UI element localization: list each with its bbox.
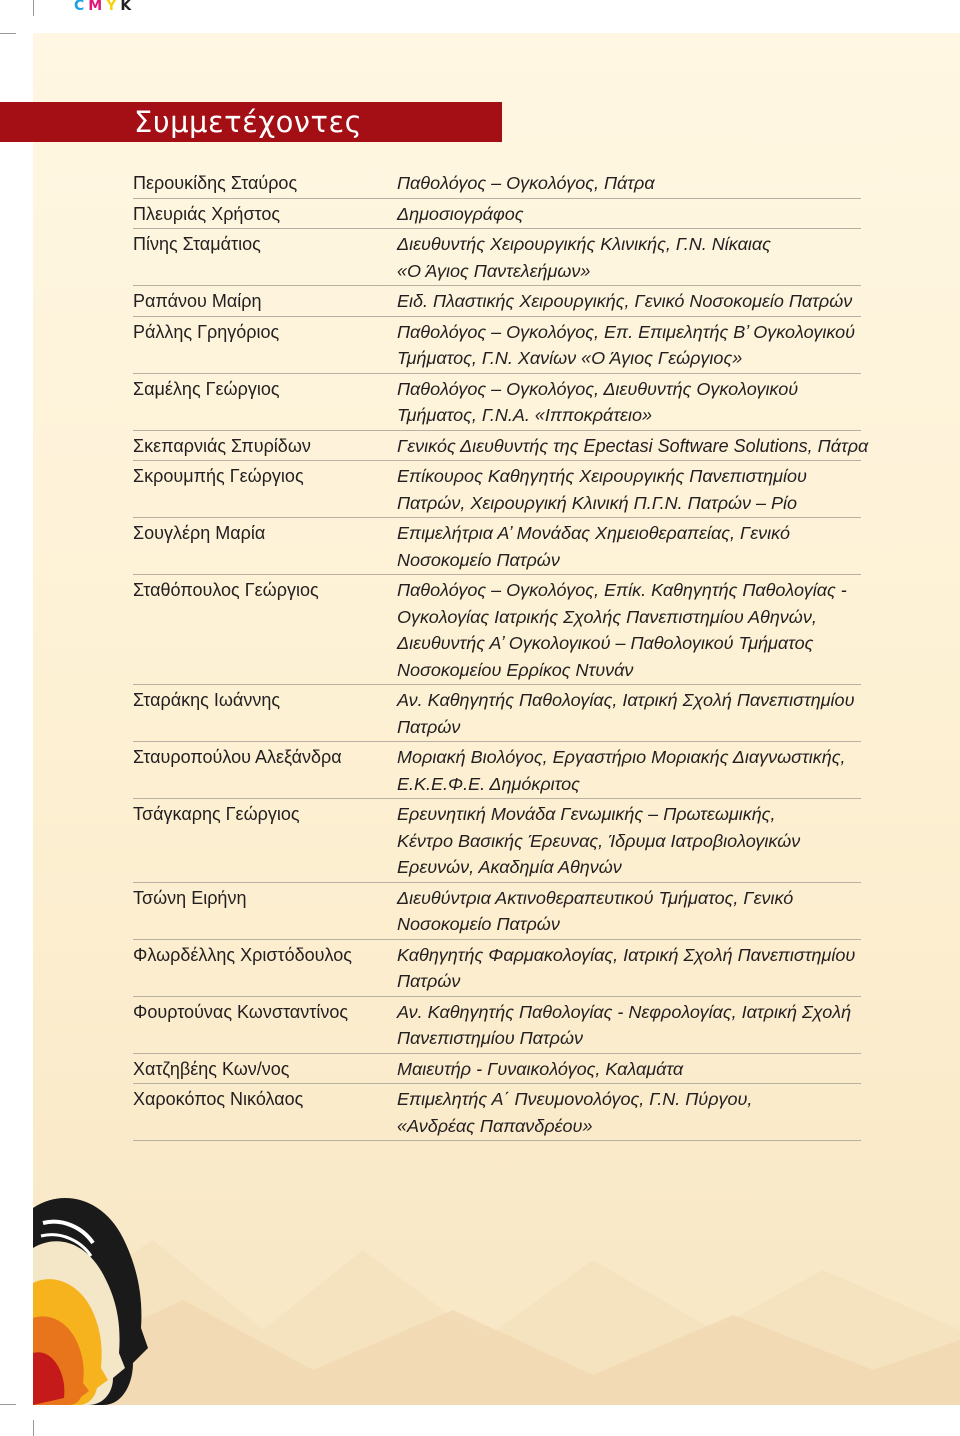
profile-heads-logo [33, 1188, 148, 1405]
affiliation-line: Πατρών, Χειρουργική Κλινική Π.Γ.Ν. Πατρών – Ρίο [397, 492, 798, 513]
affiliation-line: Επίκουρος Καθηγητής Χειρουργικής Πανεπιστημίου [397, 466, 807, 486]
participant-affiliation [397, 231, 861, 284]
affiliation-line: Πατρών [397, 971, 461, 991]
participant-name: Ραπάνου Μαίρη [133, 291, 262, 311]
participant-affiliation [397, 577, 861, 683]
affiliation-line: «Ανδρέας Παπανδρέου» [397, 1115, 593, 1136]
page-title: Συμμετέχοντες [134, 105, 363, 139]
participant-affiliation [397, 687, 861, 740]
participant-affiliation [397, 520, 861, 573]
crop-mark-left [0, 33, 16, 34]
cmyk-registration-mark: CMYK [74, 0, 136, 14]
participant-row [133, 883, 861, 940]
background-hills-decoration [33, 1180, 960, 1405]
affiliation-line: Καθηγητής Φαρμακολογίας, Ιατρική Σχολή Πανεπιστημίου [397, 944, 856, 965]
participant-affiliation [397, 1086, 861, 1139]
participant-row [133, 199, 861, 230]
affiliation-line: Ε.Κ.Ε.Φ.Ε. Δημόκριτος [397, 773, 580, 794]
participant-name: Περουκίδης Σταύρος [133, 173, 298, 193]
affiliation-line: Ερευνών, Ακαδημία Αθηνών [397, 857, 622, 877]
participant-name: Σουγλέρη Μαρία [133, 523, 266, 543]
participant-name: Σταράκης Ιωάννης [133, 690, 281, 710]
participant-row [133, 1084, 861, 1141]
participant-row [133, 799, 861, 883]
affiliation-line: Ειδ. Πλαστικής Χειρουργικής, Γενικό Νοσοκομείο Πατρών [397, 291, 853, 311]
participant-row [133, 742, 861, 799]
participant-affiliation [397, 744, 861, 797]
participant-name: Σταθόπουλος Γεώργιος [133, 580, 319, 600]
participants-list [133, 168, 869, 1141]
participant-name: Σαμέλης Γεώργιος [133, 378, 280, 399]
affiliation-line: Νοσοκομείο Πατρών [397, 914, 560, 934]
participant-row [133, 997, 861, 1054]
participant-name: Τσάγκαρης Γεώργιος [133, 804, 300, 824]
participant-row [133, 461, 861, 518]
participant-row [133, 286, 861, 317]
affiliation-line: Γενικός Διευθυντής της Epectasi Software Solutions, Πάτρα [397, 435, 869, 456]
affiliation-line: Αν. Καθηγητής Παθολογίας, Ιατρική Σχολή Πανεπιστημίου [397, 690, 855, 710]
participant-row [133, 229, 861, 286]
affiliation-line: Επιμελητής Α΄ Πνευμονολόγος, Γ.Ν. Πύργου, [397, 1089, 753, 1109]
participant-name: Φλωρδέλλης Χριστόδουλος [133, 944, 352, 965]
crop-mark-bottom [33, 1420, 34, 1436]
affiliation-line: Πανεπιστημίου Πατρών [397, 1028, 583, 1048]
affiliation-line: Τμήματος, Γ.Ν. Χανίων «Ο Άγιος Γεώργιος» [397, 348, 743, 368]
participant-row [133, 1054, 861, 1085]
participant-name: Τσώνη Ειρήνη [133, 887, 247, 908]
affiliation-line: Παθολόγος – Ογκολόγος, Επ. Επιμελητής Β’ Ογκολογικού [397, 321, 856, 342]
participant-affiliation [397, 463, 861, 516]
participant-name: Πλευριάς Χρήστος [133, 203, 281, 224]
participant-name: Σκεπαρνιάς Σπυρίδων [133, 435, 311, 456]
participant-name: Σκρουμπής Γεώργιος [133, 466, 304, 486]
affiliation-line: «Ο Άγιος Παντελεήμων» [397, 260, 591, 281]
participant-row [133, 940, 861, 997]
participant-affiliation [397, 1056, 861, 1083]
participant-name: Χατζηβέης Κων/νος [133, 1058, 290, 1079]
participant-name: Φουρτούνας Κωνσταντίνος [133, 1001, 348, 1022]
affiliation-line: Νοσοκομείο Πατρών [397, 549, 560, 570]
participant-row [133, 575, 861, 685]
participant-affiliation [397, 170, 861, 197]
participant-row [133, 431, 869, 462]
affiliation-line: Νοσοκομείου Ερρίκος Ντυνάν [397, 659, 634, 680]
affiliation-line: Ερευνητική Μονάδα Γενωμικής – Πρωτεωμικής, [397, 804, 776, 824]
affiliation-line: Ογκολογίας Ιατρικής Σχολής Πανεπιστημίου Αθηνών, [397, 606, 817, 627]
affiliation-line: Παθολόγος – Ογκολόγος, Επίκ. Καθηγητής Παθολογίας - [397, 580, 847, 600]
participant-affiliation [397, 376, 861, 429]
participant-name: Πίνης Σταμάτιος [133, 234, 261, 254]
participant-row [133, 168, 861, 199]
crop-mark-bottom-left [0, 1404, 16, 1405]
participant-affiliation [397, 319, 861, 372]
affiliation-line: Κέντρο Βασικής Έρευνας, Ίδρυμα Ιατροβιολογικών [397, 830, 801, 851]
affiliation-line: Πατρών [397, 716, 461, 737]
participant-name: Σταυροπούλου Αλεξάνδρα [133, 747, 342, 767]
participant-affiliation [397, 288, 861, 315]
participant-affiliation [397, 801, 861, 881]
affiliation-line: Μοριακή Βιολόγος, Εργαστήριο Μοριακής Διαγνωστικής, [397, 747, 846, 767]
affiliation-line: Δημοσιογράφος [397, 203, 524, 224]
affiliation-line: Επιμελήτρια Α’ Μονάδας Χημειοθεραπείας, Γενικό [397, 523, 790, 543]
participant-affiliation [397, 942, 861, 995]
affiliation-line: Τμήματος, Γ.Ν.Α. «Ιπποκράτειο» [397, 405, 652, 425]
affiliation-line: Διευθυντής Χειρουργικής Κλινικής, Γ.Ν. Νίκαιας [397, 234, 771, 254]
crop-mark-top [33, 0, 34, 16]
affiliation-line: Παθολόγος – Ογκολόγος, Διευθυντής Ογκολογικού [397, 378, 799, 399]
affiliation-line: Μαιευτήρ - Γυναικολόγος, Καλαμάτα [397, 1058, 684, 1079]
participant-name: Χαροκόπος Νικόλαος [133, 1089, 304, 1109]
participant-row [133, 518, 861, 575]
affiliation-line: Διευθυντής Α’ Ογκολογικού – Παθολογικού Τμήματος [397, 633, 814, 653]
affiliation-line: Αν. Καθηγητής Παθολογίας - Νεφρολογίας, Ιατρική Σχολή [397, 1001, 852, 1022]
affiliation-line: Παθολόγος – Ογκολόγος, Πάτρα [397, 173, 655, 193]
participant-affiliation [397, 433, 868, 460]
participant-row [133, 317, 861, 374]
participant-row [133, 685, 861, 742]
participant-row [133, 374, 861, 431]
participant-affiliation [397, 999, 861, 1052]
participant-name: Ράλλης Γρηγόριος [133, 321, 280, 342]
participant-affiliation [397, 201, 861, 228]
participant-affiliation [397, 885, 861, 938]
affiliation-line: Διευθύντρια Ακτινοθεραπευτικού Τμήματος, Γενικό [397, 887, 794, 908]
